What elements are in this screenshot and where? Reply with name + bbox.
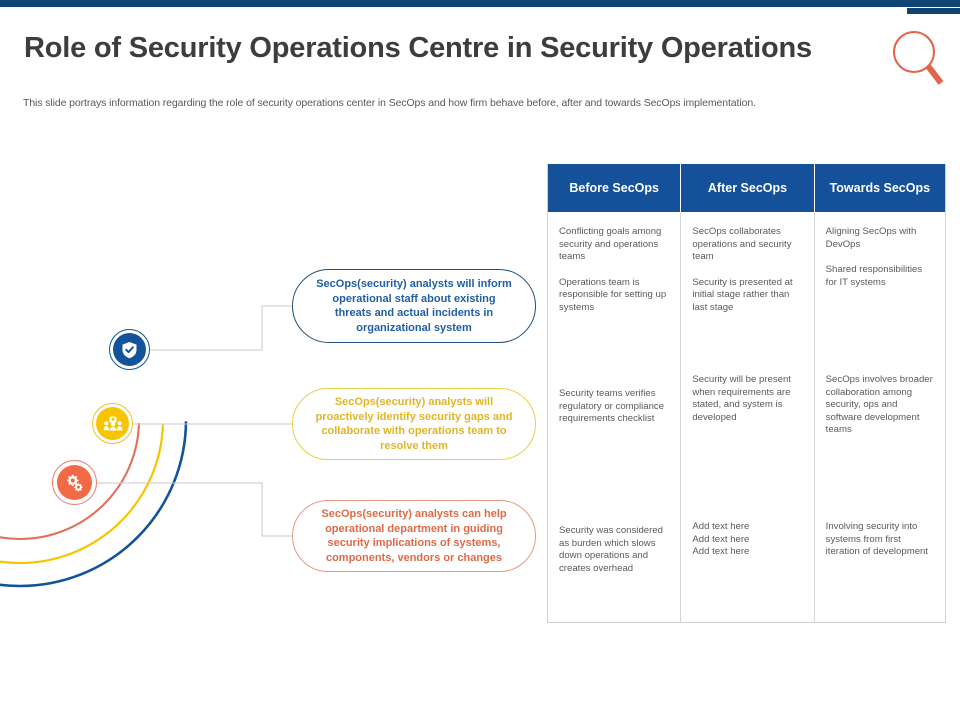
top-right-accent-bar: [907, 8, 960, 14]
cell-before-row2: Security teams verifies regulatory or compliance requirements checklist: [559, 388, 665, 425]
table-header-before-secops: Before SecOps: [548, 164, 681, 212]
page-title: Role of Security Operations Centre in Security Operations: [24, 32, 812, 64]
gears-settings-icon: [65, 474, 84, 492]
cell-before-row1: Conflicting goals among security and operations teams Operations team is responsible for setting up systems: [559, 226, 667, 313]
table-column-after-secops: [681, 212, 814, 622]
cell-after-row2: Security will be present when requirements are stated, and system is developed: [692, 374, 791, 423]
callout-text-1: SecOps(security) analysts will inform operational staff about existing threats and actual incidents in organizational system: [316, 278, 512, 334]
shield-check-icon: [121, 341, 138, 359]
table-header-towards-secops: Towards SecOps: [829, 180, 931, 195]
cell-towards-row1: Aligning SecOps with DevOps Shared responsibilities for IT systems: [825, 226, 923, 288]
node-gears-settings[interactable]: [57, 465, 92, 500]
cell-towards-row3: Involving security into systems from first iteration of development: [825, 521, 929, 558]
node-shield-check[interactable]: [113, 333, 146, 366]
cell-before-row3: Security was considered as burden which slows down operations and creates overhead: [559, 525, 663, 574]
callout-bubble-1[interactable]: [292, 269, 536, 343]
table-column-before-secops: [548, 212, 681, 622]
cell-towards-row2: SecOps involves broader collaboration among security, ops and software development teams: [825, 374, 933, 436]
table-header-row: [548, 164, 945, 212]
top-accent-bar: [0, 0, 960, 7]
cell-after-row1: SecOps collaborates operations and security team Security is presented at initial stage rather than last stage: [692, 226, 793, 313]
table-body: [548, 212, 945, 622]
cell-after-row3: Add text here Add text here Add text here: [692, 521, 750, 558]
table-column-towards-secops: [815, 212, 945, 622]
secops-comparison-table: [547, 164, 946, 623]
node-team-users[interactable]: [96, 407, 129, 440]
callout-bubble-3[interactable]: [292, 500, 536, 572]
team-users-icon: [103, 415, 123, 432]
callout-text-2: SecOps(security) analysts will proactively identify security gaps and collaborate with operations team to resolve them: [315, 396, 513, 452]
table-header-after-secops: After SecOps: [681, 164, 814, 212]
magnifying-glass-icon: [888, 28, 948, 90]
callout-bubble-2[interactable]: [292, 388, 536, 460]
callout-text-3: SecOps(security) analysts can help operational department in guiding security implications of systems, components, vendors or changes: [321, 508, 507, 564]
page-subtitle: This slide portrays information regarding the role of security operations center in SecOps and how firm behave before, after and towards SecOps implementation.: [23, 97, 756, 109]
